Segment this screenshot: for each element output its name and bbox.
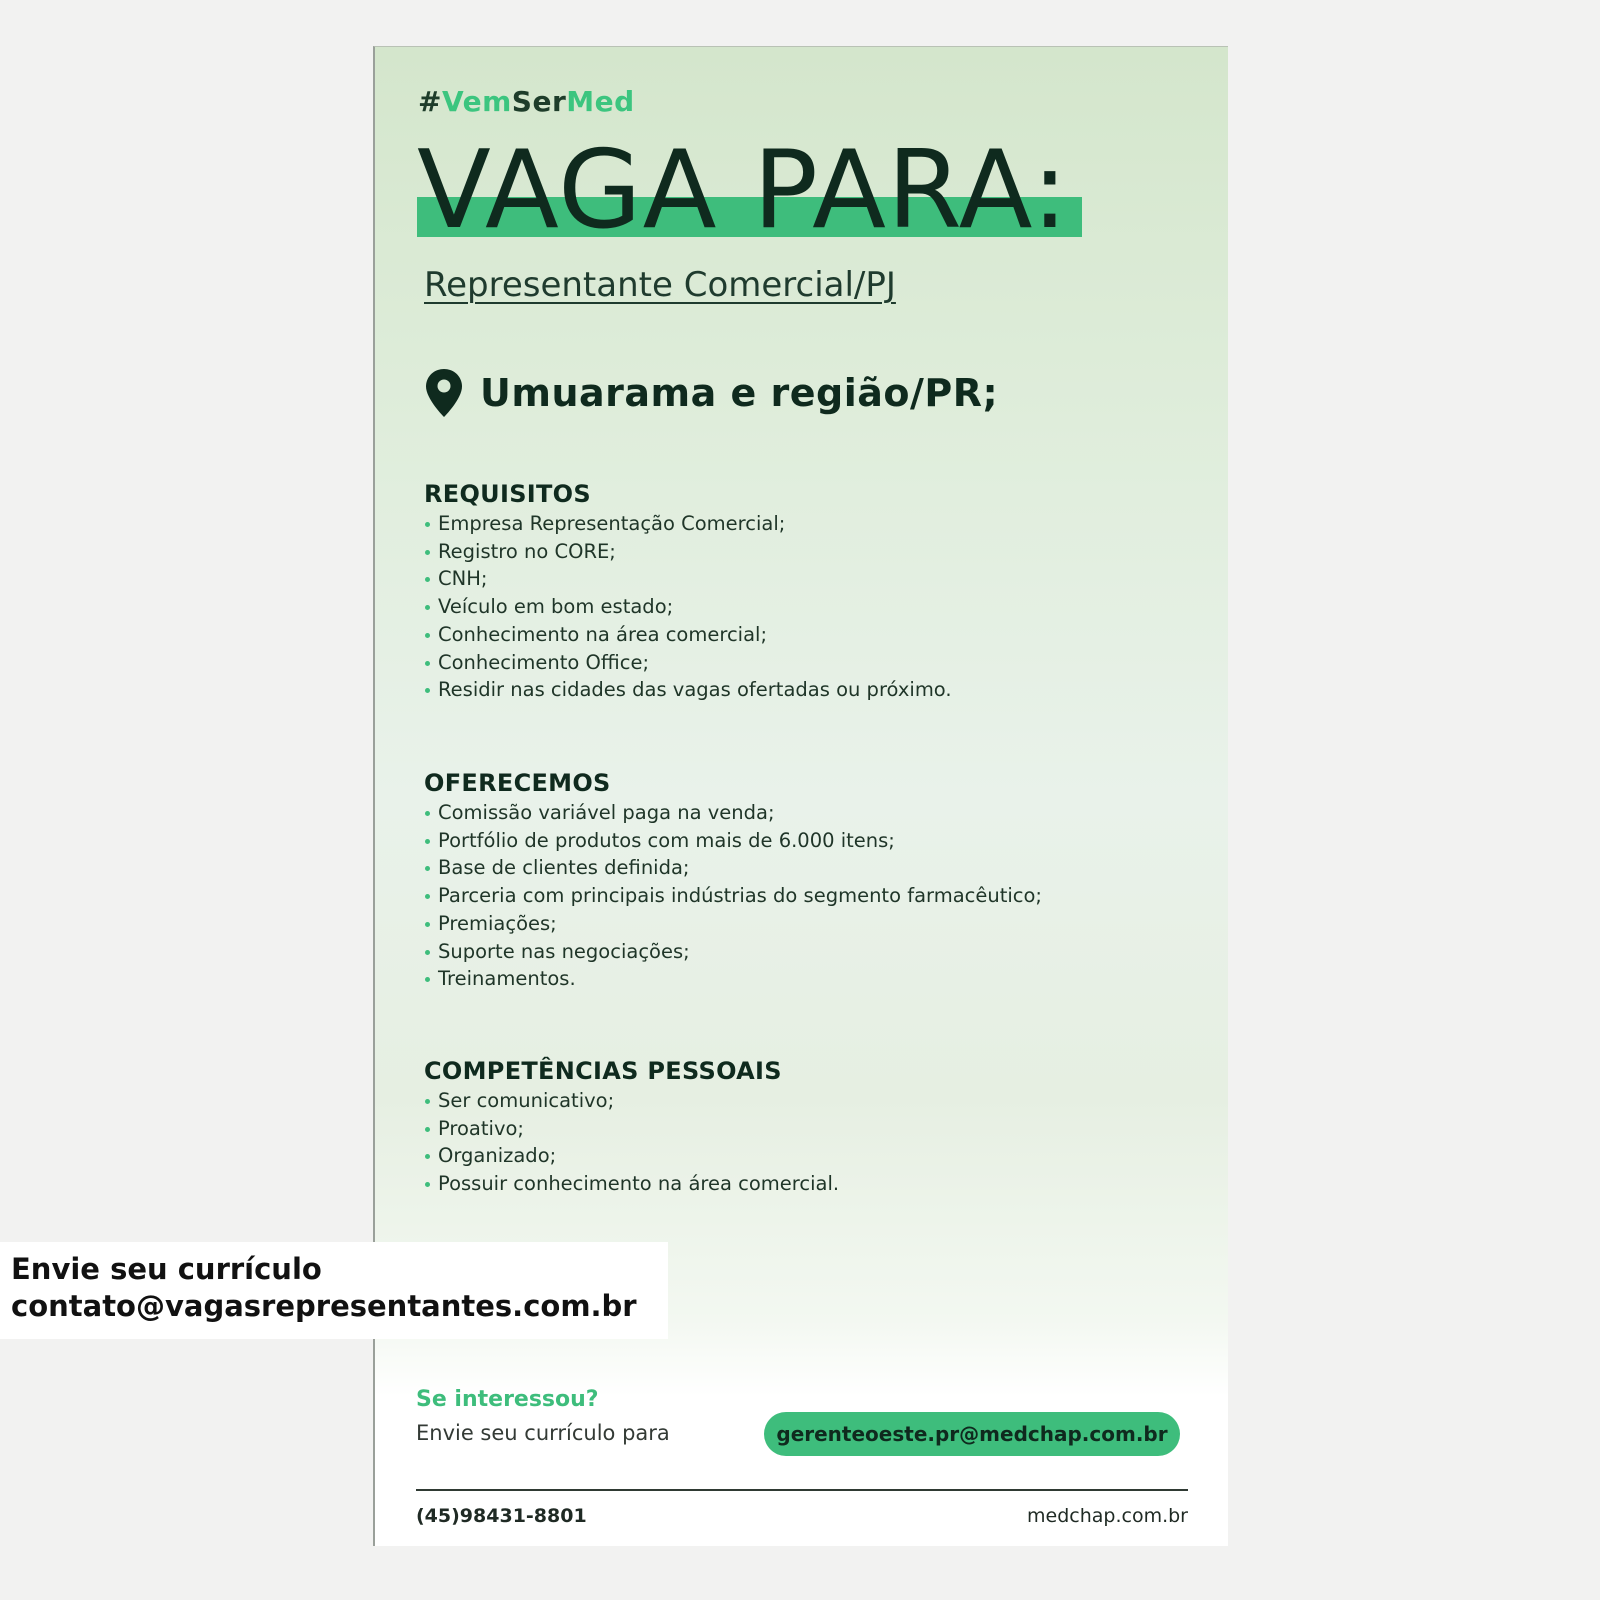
requirements-list (424, 510, 952, 704)
offers-list (424, 799, 1042, 993)
offers-section (424, 769, 1042, 993)
list-item: Proativo; (424, 1115, 839, 1143)
list-item: Base de clientes definida; (424, 854, 1042, 882)
location-text: Umuarama e região/PR; (480, 371, 999, 415)
list-item: Suporte nas negociações; (424, 938, 1042, 966)
footer-divider (416, 1489, 1188, 1491)
phone-number: (45)98431-8801 (416, 1505, 587, 1527)
location (424, 367, 998, 419)
list-item: Ser comunicativo; (424, 1087, 839, 1115)
list-item: Registro no CORE; (424, 538, 952, 566)
skills-list (424, 1087, 839, 1198)
interest-title: Se interessou? (416, 1387, 599, 1412)
skills-title: COMPETÊNCIAS PESSOAIS (424, 1057, 782, 1085)
requirements-section (424, 480, 952, 704)
requirements-title: REQUISITOS (424, 480, 591, 508)
headline-block (417, 128, 1069, 253)
list-item: Empresa Representação Comercial; (424, 510, 952, 538)
headline: VAGA PARA: (417, 128, 1069, 253)
hashtag-part-vem: Vem (441, 85, 512, 118)
overlay-line-send-cv: Envie seu currículo (11, 1252, 322, 1286)
list-item: Premiações; (424, 910, 1042, 938)
position-title: Representante Comercial/PJ (424, 265, 896, 305)
list-item: Portfólio de produtos com mais de 6.000 itens; (424, 827, 1042, 855)
hashtag-symbol: # (418, 85, 442, 118)
email-button[interactable]: gerenteoeste.pr@medchap.com.br (764, 1412, 1180, 1456)
list-item: Possuir conhecimento na área comercial. (424, 1170, 839, 1198)
interest-text: Envie seu currículo para (416, 1421, 670, 1445)
list-item: Comissão variável paga na venda; (424, 799, 1042, 827)
list-item: Conhecimento Office; (424, 649, 952, 677)
overlay-contact-email[interactable]: contato@vagasrepresentantes.com.br (11, 1289, 637, 1323)
website-link[interactable]: medchap.com.br (1027, 1505, 1188, 1527)
list-item: Treinamentos. (424, 965, 1042, 993)
hashtag-part-med: Med (566, 85, 635, 118)
offers-title: OFERECEMOS (424, 769, 611, 797)
list-item: Organizado; (424, 1142, 839, 1170)
list-item: Veículo em bom estado; (424, 593, 952, 621)
cv-overlay-box (0, 1242, 668, 1339)
list-item: Residir nas cidades das vagas ofertadas ou próximo. (424, 676, 952, 704)
skills-section (424, 1057, 839, 1198)
list-item: Conhecimento na área comercial; (424, 621, 952, 649)
list-item: Parceria com principais indústrias do segmento farmacêutico; (424, 882, 1042, 910)
location-pin-icon (424, 367, 464, 419)
hashtag (418, 85, 635, 118)
hashtag-part-ser: Ser (511, 85, 567, 118)
list-item: CNH; (424, 565, 952, 593)
